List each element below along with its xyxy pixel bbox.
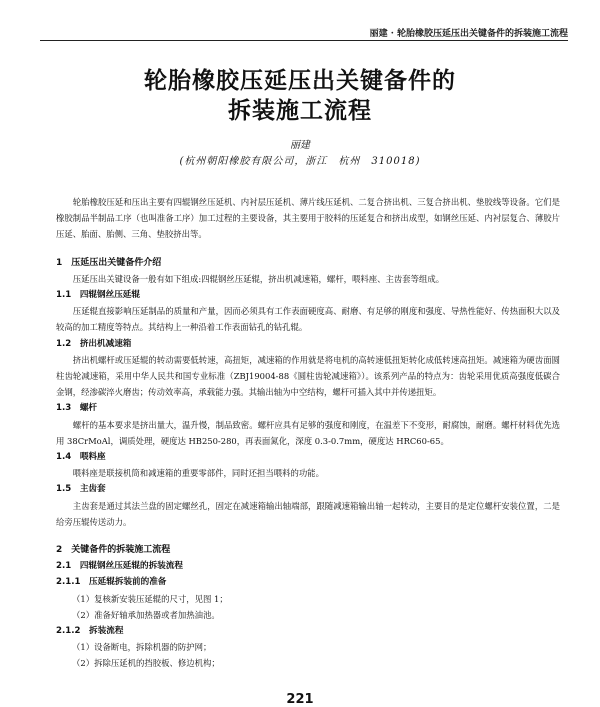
section-1-4-heading: 1.4 喂料座 xyxy=(56,452,106,463)
article-title xyxy=(0,66,600,126)
section-1-1-heading: 1.1 四辊钢丝压延辊 xyxy=(56,290,140,301)
section-1-3-text: 螺杆的基本要求是挤出量大，温升慢，制品致密。螺杆应具有足够的强度和刚度，在温差下不变形，耐腐蚀，耐磨。螺杆材料优先选用 38CrMoAl，调质处理，硬度达 HB250-280，再表面氮化，深度 0.3-0.7mm，硬度达 HRC60-65。 xyxy=(56,419,560,446)
list-item: （2）拆除压延机的挡胶板、修边机构； xyxy=(72,658,220,669)
affiliation: (杭州朝阳橡胶有限公司，浙江 杭州 310018) xyxy=(179,156,421,167)
list-item: （2）准备好轴承加热器或者加热油池。 xyxy=(72,609,220,620)
title-line-2: 拆装施工流程 xyxy=(228,98,372,124)
section-1-5-text: 主齿套是通过其法兰盘的固定螺丝孔，固定在减速箱输出轴端部，跟随减速箱输出轴一起转动，主要目的是定位螺杆安装位置，二是给旁压辊传送动力。 xyxy=(56,500,560,527)
list-item: （1）复核新安装压延辊的尺寸，见图 1； xyxy=(72,593,228,604)
title-line-1: 轮胎橡胶压延压出关键备件的 xyxy=(144,68,456,94)
section-1-4-text: 喂料座是联接机筒和减速箱的重要零部件，同时还担当喂料的功能。 xyxy=(72,468,325,479)
section-1-2-heading: 1.2 挤出机减速箱 xyxy=(56,338,132,349)
author: 丽建 xyxy=(290,140,310,151)
section-1-1-text: 压延辊直接影响压延制品的质量和产量，因而必须具有工作表面硬度高、耐磨、有足够的刚度和强度、导热性能好、传热面积大以及较高的加工精度等特点。其结构上一种沿着工作表面钻孔的钻孔辊。 xyxy=(56,306,560,333)
section-1-heading: 1 压延压出关键备件介绍 xyxy=(56,257,162,268)
section-2-1-1-heading: 2.1.1 压延辊拆装前的准备 xyxy=(56,577,167,588)
list-item: （1）设备断电，拆除机器的防护网； xyxy=(72,642,212,653)
section-1-5-heading: 1.5 主齿套 xyxy=(56,484,106,495)
intro-paragraph: 轮胎橡胶压延和压出主要有四辊钢丝压延机、内衬层压延机、薄片线压延机、二复合挤出机、三复合挤出机、垫胶线等设备。它们是橡胶制品半制品工序（也叫准备工序）加工过程的主要设备，其主要用于胶料的压延复合和挤出成型，如钢丝压延、内衬层复合、薄胶片压延、胎面、胎侧、三角、垫胶挤出等。 xyxy=(56,197,560,240)
section-1-text: 压延压出关键设备一般有如下组成:四辊钢丝压延辊，挤出机减速箱，螺杆，喂料座、主齿套等组成。 xyxy=(72,273,445,284)
section-1-2-text: 挤出机螺杆或压延辊的转动需要低转速，高扭矩，减速箱的作用就是将电机的高转速低扭矩转化成低转速高扭矩。减速箱为硬齿面圆柱齿轮减速箱，采用中华人民共和国专业标准（ZBJ19004-88《圆柱齿轮减速箱》）。该系列产品的特点为：齿轮采用优质高强度低碳合金钢，经渗碳淬火磨齿；传动效率高，承载能力强。其输出轴为中空结构，螺杆可插入其中并传递扭矩。 xyxy=(56,354,560,398)
section-2-heading: 2 关键备件的拆装施工流程 xyxy=(56,545,171,556)
page-number: 221 xyxy=(286,692,314,707)
section-2-1-2-heading: 2.1.2 拆装流程 xyxy=(56,626,124,637)
running-head: 丽建 · 轮胎橡胶压延压出关键备件的拆装施工流程 xyxy=(369,29,568,39)
section-1-3-heading: 1.3 螺杆 xyxy=(56,403,98,414)
section-2-1-heading: 2.1 四辊钢丝压延辊的拆装流程 xyxy=(56,561,183,572)
header-rule xyxy=(40,40,568,41)
article-body xyxy=(56,194,560,672)
